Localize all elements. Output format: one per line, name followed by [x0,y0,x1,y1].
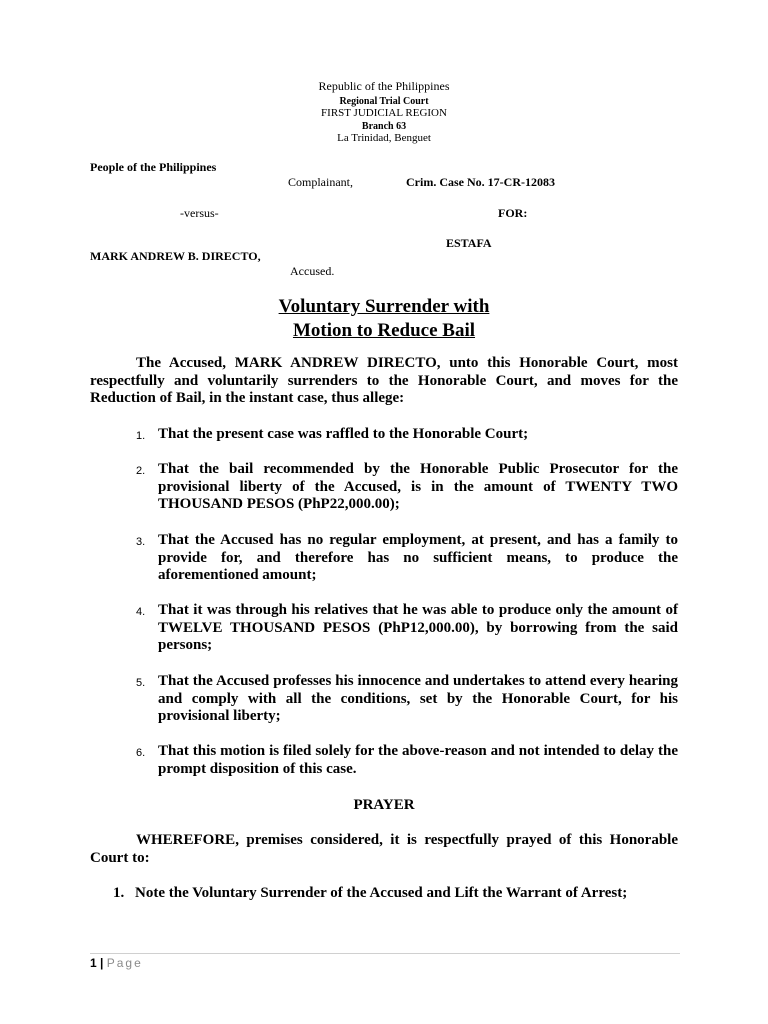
intro-paragraph [90,355,678,408]
footer-separator: | [100,956,104,970]
allegation-number: 1. [136,430,146,442]
document-title-line2: Motion to Reduce Bail [292,320,476,341]
allegation-text-part: , by borrowing from the said persons; [158,619,678,653]
intro-part2: unto this Honorable Court, most respectfully and voluntarily surrenders to the Honorable Court, and moves for the Reduction of Bail, in the instant case, thus allege: [90,355,678,406]
header-region: FIRST JUDICIAL REGION [321,107,447,119]
intro-part1: The Accused, [136,355,235,371]
header-court: Regional Trial Court [339,96,429,107]
prayer-text: , premises considered, it is respectfully prayed of this Honorable Court to: [90,832,678,866]
offense: ESTAFA [446,236,492,250]
allegation-text [158,461,678,514]
allegation-text-part: That it was through his relatives that he was able to produce only the amount of [158,602,678,618]
versus-label: -versus- [180,206,219,220]
case-number: Crim. Case No. 17-CR-12083 [406,175,555,189]
wherefore-word: WHEREFORE [136,832,236,848]
plaintiff-name: People of the Philippines [90,160,217,174]
allegation-number: 2. [136,465,146,477]
allegation-text: That the Accused has no regular employment, at present, and has a family to provide for, and therefore has no sufficient means, to produce the aforementioned amount; [158,532,678,583]
bail-amount: TWENTY TWO THOUSAND PESOS (PhP22,000.00); [158,478,678,512]
allegation-number: 3. [136,536,146,548]
accused-name: MARK ANDREW B. DIRECTO, [90,249,261,263]
prayer-paragraph [90,832,678,867]
plaintiff-role: Complainant, [288,175,353,189]
page-label: Page [106,956,143,970]
allegation-text: That this motion is filed solely for the above-reason and not intended to delay the prompt disposition of this case. [158,743,678,777]
prayer-item-number: 1. [113,885,125,901]
allegation-text: That the Accused professes his innocence and undertakes to attend every hearing and comply with all the conditions, set by the Honorable Court, for his provisional liberty; [158,673,678,724]
allegation-text [158,602,678,655]
intro-accused-name: MARK ANDREW DIRECTO, [234,355,441,371]
allegation-text: That the present case was raffled to the Honorable Court; [158,426,529,442]
header-location: La Trinidad, Benguet [337,132,431,144]
accused-role: Accused. [290,264,335,278]
page-number: 1 [90,956,97,970]
page-footer [90,956,143,970]
document-title-line1: Voluntary Surrender with [278,296,490,317]
footer-rule [90,953,680,954]
header-republic: Republic of the Philippines [318,79,450,93]
prayer-item-text: Note the Voluntary Surrender of the Accused and Lift the Warrant of Arrest; [135,885,628,901]
allegation-number: 5. [136,677,146,689]
produced-amount: TWELVE THOUSAND PESOS (PhP12,000.00) [158,619,475,636]
header-branch: Branch 63 [361,121,407,132]
allegation-number: 4. [136,606,146,618]
allegation-text-part: That the bail recommended by the Honorable Public Prosecutor for the provisional liberty of the Accused, is in the amount of [158,461,678,495]
for-label: FOR: [498,206,528,220]
prayer-heading: PRAYER [353,797,415,813]
allegation-number: 6. [136,747,146,759]
